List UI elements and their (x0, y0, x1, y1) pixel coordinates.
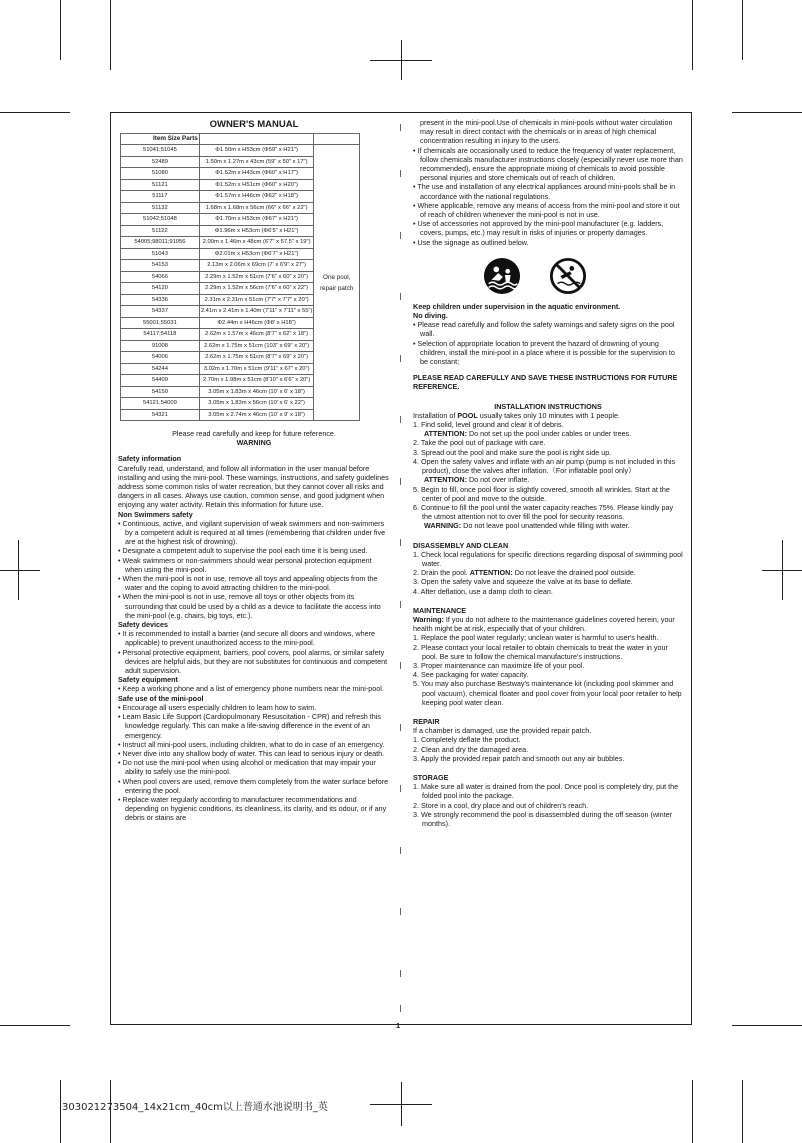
text: Do not leave the drained pool outside. (512, 568, 636, 578)
text-bold: ATTENTION: (424, 429, 467, 439)
item-number-cell: 91008 (121, 340, 200, 352)
repair-intro: If a chamber is damaged, use the provided repair patch. (413, 726, 592, 736)
repair-step: 1. Completely deflate the product. (413, 735, 521, 745)
list-item: • Do not use the mini-pool when using alcohol or medication that may impair your ability to safely use the mini-pool. (118, 758, 376, 777)
size-cell: 2.29m x 1.52m x 51cm (7'6" x 60" x 20") (199, 271, 314, 283)
please-read-heading: PLEASE READ CAREFULLY AND SAVE THESE INSTRUCTIONS FOR FUTURE REFERENCE. (413, 373, 678, 392)
size-cell: 2.62m x 1.75m x 51cm (8'7" x 69" x 20") (199, 352, 314, 364)
right-column (413, 118, 683, 828)
item-number-cell: 51041;51045 (121, 145, 200, 157)
size-cell: 2.62m x 1.75m x 51cm (103" x 69" x 20") (199, 340, 314, 352)
item-number-cell: 54005;98011;91056 (121, 237, 200, 249)
size-cell: 1.50m x 1.27m x 43cm (59" x 50" x 17") (199, 156, 314, 168)
repair-heading: REPAIR (413, 716, 440, 726)
crop-mark (401, 1082, 402, 1126)
non-swimmers-heading: Non Swimmers safety (118, 509, 193, 519)
repair-step: 3. Apply the provided repair patch and smooth out any air bubbles. (413, 753, 625, 763)
maintenance-step: 3. Proper maintenance can maximize life of your pool. (413, 660, 585, 670)
crop-mark (782, 540, 783, 600)
divider-tick (400, 908, 401, 915)
divider-tick (400, 601, 401, 608)
item-number-cell: 55001;55031 (121, 317, 200, 329)
supervision-heading: Keep children under supervision in the aquatic environment. (413, 301, 621, 311)
divider-tick (400, 785, 401, 792)
text: Do not set up the pool under cables or under trees. (466, 429, 632, 439)
installation-heading: INSTALLATION INSTRUCTIONS (494, 401, 602, 411)
size-cell: 2.00m x 1.46m x 48cm (6'7" x 57.5" x 19") (199, 237, 314, 249)
item-number-cell: 54117;54118 (121, 329, 200, 341)
size-cell: 3.05m x 2.74m x 46cm (10' x 9' x 18") (199, 409, 314, 421)
list-item: • Use of accessories not approved by the mini-pool manufacturer (e.g. ladders, covers, pumps, etc.) may result in risks of injuries or property damages. (413, 219, 664, 238)
crop-mark (110, 0, 111, 70)
text-bold: WARNING: (424, 521, 462, 531)
size-cell: Φ2.01m x H53cm (Φ6'7" x H21") (199, 248, 314, 260)
size-cell: 2.62m x 1.57m x 46cm (8'7" x 62" x 18") (199, 329, 314, 341)
list-item: • Where applicable, remove any means of access from the mini-pool and store it out of reach of children whenever the mini-pool is not in use. (413, 200, 680, 220)
disassembly-step-1: 1. Check local regulations for specific directions regarding disposal of swimming pool water. (413, 549, 683, 568)
disassembly-heading: DISASSEMBLY AND CLEAN (413, 540, 509, 550)
size-cell: Φ2.44m x H46cm (Φ8' x H18") (199, 317, 314, 329)
crop-mark (0, 1025, 70, 1026)
safety-equipment-heading: Safety equipment (118, 675, 178, 685)
item-number-cell: 51122 (121, 225, 200, 237)
size-cell: 2.29m x 1.52m x 56cm (7'6" x 60" x 22") (199, 283, 314, 295)
size-cell: Φ1.52m x H43cm (Φ60" x H17") (199, 168, 314, 180)
list-item: • Instruct all mini-pool users, including children, what to do in case of an emergency. (118, 739, 385, 749)
list-item: • Keep a working phone and a list of emergency phone numbers near the mini-pool. (118, 684, 384, 694)
chemicals-list (413, 146, 683, 247)
storage-step: 1. Make sure all water is drained from the pool. Once pool is completely dry, put the folded pool into the package. (413, 782, 679, 801)
non-swimmers-list (118, 519, 390, 620)
safety-info-text: Carefully read, understand, and follow all information in the user manual before installing and using the mini-pool. These warnings, instructions, and safety guidelines address some common risks of water recreation, but they cannot cover all risks and dangers in all cases. Always use caution, common sense, and good judgment when enjoying any water activity. Retain this information for future use. (118, 463, 389, 510)
maintenance-step: 1. Replace the pool water regularly; unclean water is harmful to user's health. (413, 633, 659, 643)
size-cell: Φ1.57m x H46cm (Φ62" x H18") (199, 191, 314, 203)
size-cell: Φ1.96m x H53cm (Φ6'5" x H21") (199, 225, 314, 237)
no-diving-heading: No diving. (413, 311, 448, 321)
list-item: • When the mini-pool is not in use, remove all toys and appealing objects from the water and the coping to avoid attracting children to the mini-pool. (118, 574, 378, 593)
crop-mark (732, 1025, 802, 1026)
list-item: • When pool covers are used, remove them completely from the water surface before entering the pool. (118, 776, 389, 795)
list-item: • Selection of appropriate location to prevent the hazard of drowning of young children, install the mini-pool in a place where it is possible for the supervision to be constant; (413, 338, 675, 367)
divider-tick (400, 539, 401, 546)
divider-tick (400, 970, 401, 977)
storage-step: 3. We strongly recommend the pool is disassembled during the off season (winter months). (413, 809, 673, 828)
disassembly-step-2 (413, 568, 683, 577)
item-number-cell: 51043 (121, 248, 200, 260)
repair-step: 2. Clean and dry the damaged area. (413, 744, 529, 754)
parts-table-header-blank (314, 134, 360, 145)
list-item: • Designate a competent adult to supervise the pool each time it is being used. (118, 546, 368, 556)
safety-info-heading: Safety information (118, 454, 182, 464)
text: 2. Drain the pool. (413, 568, 470, 578)
text-bold: ATTENTION: (469, 568, 513, 578)
supervise-children-icon (483, 257, 521, 295)
list-item: • When the mini-pool is not in use, remove all toys or other objects from its surrounding that could be used by a child as a device to facilitate the access into the mini-pool (e.g. chairs, big toys, etc.). (118, 592, 381, 620)
size-cell: Φ1.50m x H53cm (Φ59" x H21") (199, 145, 314, 157)
warning-heading: WARNING (236, 438, 272, 448)
no-diving-icon (549, 257, 587, 295)
install-step-4: 4. Open the safety valves and inflate with an air pump (pump is not included in this product), close the valves after inflation.（For inflatable pool only） (413, 456, 676, 476)
item-number-cell: 51132 (121, 202, 200, 214)
continued-text: present in the mini-pool.Use of chemicals in mini-pools without water circulation may result in direct contact with the chemicals or in areas of high chemical concentration resulting in injury to the users. (420, 118, 673, 146)
list-item: • Weak swimmers or non-swimmers should wear personal protection equipment when using the mini-pool. (118, 555, 372, 574)
item-number-cell: 54066 (121, 271, 200, 283)
size-cell: 3.02m x 1.70m x 51cm (9'11" x 67" x 20") (199, 363, 314, 375)
parts-table (120, 133, 360, 421)
crop-mark (60, 0, 61, 60)
list-item: • Use the signage as outlined below. (413, 237, 529, 247)
text: Do not over inflate. (466, 475, 530, 485)
crop-mark (18, 540, 19, 600)
size-cell: 2.41m x 2.41m x 1.40m (7'11" x 7'11" x 55") (199, 306, 314, 318)
item-number-cell: 51117 (121, 191, 200, 203)
text-bold: ATTENTION: (424, 475, 467, 485)
storage-heading: STORAGE (413, 772, 449, 782)
text-bold: POOL (457, 410, 478, 420)
list-item: • Replace water regularly according to manufacturer recommendations and depending on hygienic conditions, its cleanliness, its clarity, and its odour, or if any debris or stains are (118, 794, 387, 823)
crop-mark (692, 0, 693, 70)
list-item: • If chemicals are occasionally used to reduce the frequency of water replacement, follow chemicals manufacturer instructions closely (especially never use more than recommended), ensure the appropriate mixing of chemicals to avoid possible personal injuries and store chemicals out of reach of children. (413, 145, 683, 183)
divider-tick (400, 170, 401, 177)
item-number-cell: 54121;54009 (121, 398, 200, 410)
list-item: • Personal protective equipment, barriers, pool covers, pool alarms, or similar safety devices are helpful aids, but they are not substitutes for continuous and competent adult supervision. (118, 647, 388, 676)
page-title: OWNER'S MANUAL (209, 119, 299, 130)
crop-mark (742, 1080, 743, 1143)
maintenance-step: 4. See packaging for water capacity. (413, 670, 529, 680)
storage-step: 2. Store in a cool, dry place and out of children's reach. (413, 800, 589, 810)
install-step-6-warning (413, 521, 683, 530)
list-item: • Never dive into any shallow body of water. This can lead to serious injury or death. (118, 748, 385, 758)
safety-devices-heading: Safety devices (118, 620, 168, 630)
item-number-cell: 51042;51048 (121, 214, 200, 226)
maintenance-warning (413, 615, 683, 633)
list-item: • Encourage all users especially children to learn how to swim. (118, 702, 317, 712)
disassembly-step-4: 4. After deflation, use a damp cloth to clean. (413, 586, 553, 596)
crop-mark (692, 1080, 693, 1143)
text: Installation of (413, 410, 458, 420)
item-number-cell: 54337 (121, 306, 200, 318)
parts-table-header-blank (199, 134, 314, 145)
crop-mark (0, 570, 40, 571)
install-step-1: 1. Find solid, level ground and clear it of debris. (413, 420, 564, 430)
safety-devices-list (118, 629, 390, 675)
supervision-list (413, 320, 683, 366)
page-number: 1 (396, 1021, 401, 1030)
crop-mark (401, 40, 402, 80)
item-number-cell: 54006 (121, 352, 200, 364)
size-cell: 2.31m x 2.31m x 51cm (7'7" x 7'7" x 20") (199, 294, 314, 306)
item-number-cell: 54153 (121, 260, 200, 272)
maintenance-step: 2. Please contact your local retailer to obtain chemicals to treat the water in your pool. Be sure to follow the chemical manufacture's instructions. (413, 642, 668, 661)
divider-tick (400, 232, 401, 239)
parts-cell: One pool, repair patch (314, 145, 360, 421)
size-cell: 3.05m x 1.83m x 56cm (10' x 6' x 22") (199, 398, 314, 410)
divider-tick (400, 662, 401, 669)
safety-signs (483, 257, 683, 295)
maintenance-heading: MAINTENANCE (413, 605, 467, 615)
install-step-4-attention (413, 475, 683, 484)
install-step-6: 6. Continue to fill the pool until the water capacity reaches 75%. Please kindly pay the utmost attention not to over fill the pool for security reasons. (413, 502, 674, 522)
install-step-3: 3. Spread out the pool and make sure the pool is right side up. (413, 447, 612, 457)
parts-table-header: Item Size Parts (121, 134, 200, 145)
size-cell: 2.13m x 2.06m x 69cm (7' x 6'9" x 27") (199, 260, 314, 272)
divider-tick (400, 416, 401, 423)
list-item: • It is recommended to install a barrier (and secure all doors and windows, where applicable) to prevent unauthorized access to the mini-pool. (118, 629, 375, 648)
size-cell: 3.05m x 1.83m x 46cm (10' x 6' x 18") (199, 386, 314, 398)
item-number-cell: 54150 (121, 386, 200, 398)
text: usually takes only 10 minutes with 1 people. (477, 410, 620, 420)
item-number-cell: 51080 (121, 168, 200, 180)
divider-tick (400, 724, 401, 731)
keep-reference: Please read carefully and keep for future reference. (172, 429, 336, 438)
crop-mark (742, 0, 743, 60)
item-number-cell: 54321 (121, 409, 200, 421)
size-cell: Φ1.52m x H51cm (Φ60" x H20") (199, 179, 314, 191)
divider-tick (400, 1005, 401, 1012)
list-item: • Learn Basic Life Support (Cardiopulmonary Resuscitation - CPR) and refresh this knowledge regularly. This can make a life-saving difference in the event of an emergency. (118, 712, 381, 740)
installation-intro (413, 411, 683, 420)
left-column (118, 118, 390, 823)
item-number-cell: 54409 (121, 375, 200, 387)
safety-equipment-list (118, 684, 390, 693)
divider-tick (400, 847, 401, 854)
item-number-cell: 54244 (121, 363, 200, 375)
size-cell: 1.68m x 1.68m x 56cm (66" x 66" x 22") (199, 202, 314, 214)
size-cell: 2.70m x 1.98m x 51cm (8'10" x 6'6" x 20") (199, 375, 314, 387)
item-number-cell: 51121 (121, 179, 200, 191)
text: If you do not adhere to the maintenance guidelines covered herein, your health might be at risk, especially that of your children. (413, 614, 675, 634)
install-step-2: 2. Take the pool out of package with care. (413, 438, 546, 448)
size-cell: Φ1.70m x H53cm (Φ67" x H21") (199, 214, 314, 226)
safe-use-heading: Safe use of the mini-pool (118, 693, 204, 703)
crop-mark (60, 1080, 61, 1143)
maintenance-step: 5. You may also purchase Bestway's maintenance kit (including pool skimmer and pool vacuum), chemical floater and pool cover from your local poor retailer to help keeping pool water clean. (413, 679, 682, 707)
divider-tick (400, 293, 401, 300)
safe-use-list (118, 703, 390, 823)
table-row (121, 145, 360, 157)
text-bold: Warning: (413, 614, 444, 624)
divider-tick (400, 478, 401, 485)
disassembly-step-3: 3. Open the safety valve and squeeze the valve at its base to deflate. (413, 577, 633, 587)
item-number-cell: 54336 (121, 294, 200, 306)
parts-table-body (121, 145, 360, 421)
crop-mark (732, 112, 802, 113)
file-name-footer: 303021273504_14x21cm_40cm以上普通水池说明书_英 (62, 1102, 328, 1113)
install-step-1-attention (413, 429, 683, 438)
divider-tick (400, 124, 401, 131)
item-number-cell: 52489 (121, 156, 200, 168)
list-item: • Please read carefully and follow the safety warnings and safety signs on the pool wall. (413, 320, 675, 339)
item-number-cell: 54120 (121, 283, 200, 295)
divider-tick (400, 355, 401, 362)
text: Do not leave pool unattended while filling with water. (461, 521, 630, 531)
install-step-5: 5. Begin to fill, once pool floor is slightly covered, smooth all wrinkles. Start at the center of pool and move to the outside. (413, 484, 670, 503)
list-item: • Continuous, active, and vigilant supervision of weak swimmers and non-swimmers by a competent adult is required at all times (remembering that children under five are at the highest risk of drowning). (118, 518, 386, 547)
crop-mark (0, 112, 70, 113)
list-item: • The use and installation of any electrical appliances around mini-pools shall be in accordance with the national regulations. (413, 182, 676, 201)
